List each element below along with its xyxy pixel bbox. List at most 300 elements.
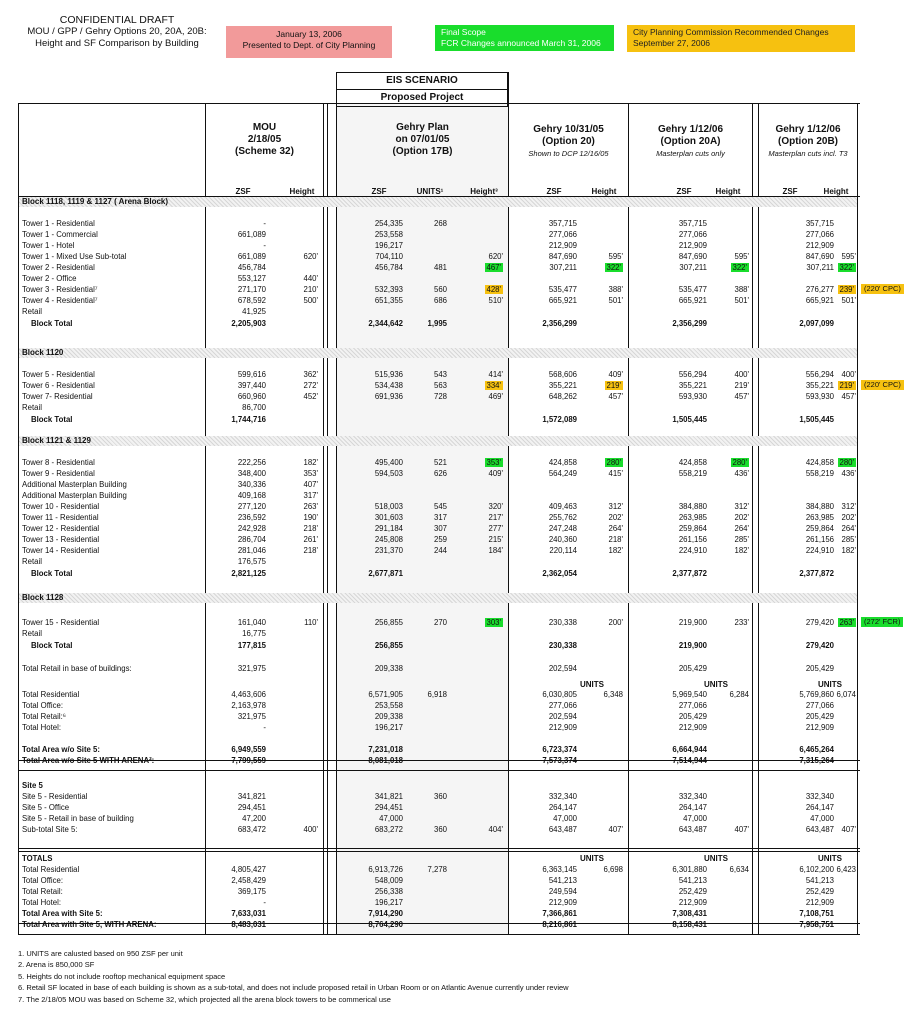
row-label: Block Total — [31, 641, 73, 650]
cell-o20b: 643,487 — [805, 825, 834, 834]
row-label: Site 5 - Office — [22, 803, 70, 812]
cell-gu: 563 — [433, 381, 447, 390]
cell-o20b: 205,429 — [805, 712, 834, 721]
cell-o20b: 541,213 — [805, 876, 834, 885]
row-label: Total Office: — [22, 701, 64, 710]
cell-mou: 2,821,125 — [231, 569, 266, 578]
cell-gh: 469' — [488, 392, 503, 401]
cell-o20a: 556,294 — [678, 370, 707, 379]
cell-o20a: 205,429 — [678, 712, 707, 721]
cell-o20: 409,463 — [548, 502, 577, 511]
table-row — [0, 306, 916, 317]
col-line: (Option 20B) — [778, 136, 838, 147]
table-row — [0, 479, 916, 490]
cell-gu: 270 — [433, 618, 447, 627]
cell-o20: 220,114 — [549, 546, 577, 555]
cell-mou_h: 218' — [303, 546, 318, 555]
cell-o20b: 264,147 — [805, 803, 834, 812]
cell-mou: 341,821 — [237, 792, 266, 801]
cell-o20: 7,573,374 — [542, 756, 577, 765]
eis-scenario-header — [336, 72, 508, 107]
cell-o20bh: 182' — [841, 546, 856, 555]
cell-mou: 678,592 — [237, 296, 266, 305]
section-shade — [19, 593, 857, 603]
cell-gu: 317 — [433, 513, 447, 522]
table-row — [0, 908, 916, 919]
cell-mou: 661,089 — [237, 252, 266, 261]
cell-o20b: 263,985 — [805, 513, 834, 522]
annotation-note: (272' FCR) — [861, 617, 903, 627]
cell-g: 2,677,871 — [368, 569, 403, 578]
cell-gu: 268 — [433, 219, 447, 228]
cell-o20h: 501' — [608, 296, 623, 305]
cell-o20h: 182' — [608, 546, 623, 555]
subhead-zsf: ZSF — [371, 187, 387, 196]
section-label: Block 1120 — [22, 348, 64, 357]
cell-o20ah: 6,634 — [729, 865, 749, 874]
units-header: UNITS — [580, 680, 604, 689]
cell-o20: 648,262 — [548, 392, 577, 401]
subhead-height: Height — [289, 187, 315, 196]
row-label: Total Area with Site 5: — [22, 909, 103, 918]
cell-mou: 7,633,031 — [231, 909, 266, 918]
cell-o20a: 224,910 — [678, 546, 707, 555]
cell-o20a: 47,000 — [683, 814, 707, 823]
cell-o20b: 556,294 — [805, 370, 834, 379]
subhead-zsf: ZSF — [782, 187, 798, 196]
cell-gu: 686 — [433, 296, 447, 305]
cell-o20h: 595' — [608, 252, 623, 261]
table-row — [0, 218, 916, 229]
cell-o20a: 5,969,540 — [672, 690, 707, 699]
section-label: Block 1121 & 1129 — [22, 436, 91, 445]
cell-mou: 294,451 — [237, 803, 266, 812]
table-row — [0, 468, 916, 479]
legend-text: FCR Changes announced March 31, 2006 — [441, 38, 601, 48]
table-row — [0, 391, 916, 402]
cell-o20h: 415' — [608, 469, 623, 478]
cell-g: 6,913,726 — [368, 865, 403, 874]
cell-o20: 6,723,374 — [542, 745, 577, 754]
table-row — [0, 556, 916, 567]
cell-o20b: 7,958,751 — [799, 920, 834, 929]
cell-gh: 428' — [486, 285, 501, 294]
section-shade — [19, 436, 857, 446]
cell-o20a: 212,909 — [678, 898, 707, 907]
row-label: Total Area w/o Site 5 WITH ARENA²: — [22, 756, 155, 765]
cell-o20: 568,606 — [548, 370, 577, 379]
cell-o20: 247,248 — [548, 524, 577, 533]
cell-mou: 2,205,903 — [231, 319, 266, 328]
cell-o20h: 322' — [606, 263, 621, 272]
row-label: Retail — [22, 403, 42, 412]
cell-mou: 397,440 — [237, 381, 266, 390]
footnote: 6. Retail SF located in base of each building is shown as a sub-total, and does not include proposed retail in Urban Room or on Atlantic Avenue currently under review — [18, 983, 569, 993]
cell-o20b: 307,211 — [806, 263, 834, 272]
legend-text: September 27, 2006 — [633, 38, 711, 48]
cell-mou_h: 263' — [303, 502, 318, 511]
cell-mou: 6,949,559 — [231, 745, 266, 754]
cell-o20b: 279,420 — [805, 641, 834, 650]
table-row — [0, 853, 916, 864]
cell-gh: 277' — [488, 524, 503, 533]
cell-g: 294,451 — [374, 803, 403, 812]
cell-mou: 41,925 — [242, 307, 266, 316]
column-header-option20a — [629, 124, 752, 160]
cell-o20b: 261,156 — [805, 535, 834, 544]
cell-mou: 661,089 — [237, 230, 266, 239]
cell-mou_h: 500' — [303, 296, 318, 305]
cell-mou_h: 317' — [303, 491, 318, 500]
row-label: Additional Masterplan Building — [22, 491, 127, 500]
cell-o20: 7,366,861 — [542, 909, 577, 918]
table-row — [0, 240, 916, 251]
cell-o20h: 202' — [608, 513, 623, 522]
eis-subtitle: Proposed Project — [336, 89, 508, 107]
subhead-height: Height — [823, 187, 849, 196]
cell-o20bh: 263' — [839, 618, 854, 627]
cell-g: 209,338 — [374, 664, 403, 673]
table-row — [0, 262, 916, 273]
cell-o20bh: 312' — [841, 502, 856, 511]
row-label: Tower 11 - Residential — [22, 513, 99, 522]
cell-g: 7,231,018 — [368, 745, 403, 754]
row-label: Total Retail in base of buildings: — [22, 664, 132, 673]
cell-mou_h: 210' — [303, 285, 318, 294]
cell-o20b: 355,221 — [805, 381, 834, 390]
cell-mou: - — [263, 219, 266, 228]
row-label: Site 5 - Residential — [22, 792, 88, 801]
cell-g: 704,110 — [375, 252, 403, 261]
cell-o20: 202,594 — [548, 712, 577, 721]
table-row — [0, 402, 916, 413]
section-label: Block 1118, 1119 & 1127 ( Arena Block) — [22, 197, 169, 206]
cell-o20b: 1,505,445 — [799, 415, 834, 424]
table-row — [0, 813, 916, 824]
table-row — [0, 490, 916, 501]
cell-o20bh: 501' — [841, 296, 856, 305]
cell-o20: 357,715 — [548, 219, 577, 228]
col-line: Gehry Plan — [396, 122, 449, 133]
cell-o20b: 212,909 — [805, 723, 834, 732]
cell-mou: 47,200 — [242, 814, 266, 823]
cell-gh: 217' — [488, 513, 503, 522]
cell-o20bh: 322' — [839, 263, 854, 272]
cell-o20a: 424,858 — [678, 458, 707, 467]
table-row — [0, 512, 916, 523]
table-row — [0, 663, 916, 674]
row-label: Total Residential — [22, 865, 80, 874]
cell-o20bh: 219' — [839, 381, 854, 390]
col-line: Gehry 1/12/06 — [775, 124, 841, 135]
cell-o20a: 2,356,299 — [672, 319, 707, 328]
cell-o20a: 384,880 — [678, 502, 707, 511]
cell-o20b: 424,858 — [805, 458, 834, 467]
cell-o20a: 643,487 — [678, 825, 707, 834]
footnote: 5. Heights do not include rooftop mechanical equipment space — [18, 971, 226, 981]
table-row — [0, 824, 916, 835]
cell-g: 47,000 — [379, 814, 403, 823]
cell-o20b: 6,102,200 — [799, 865, 834, 874]
cell-o20ah: 407' — [734, 825, 749, 834]
cell-gh: 467' — [486, 263, 501, 272]
cell-g: 196,217 — [374, 723, 403, 732]
row-label: Tower 1 - Residential — [22, 219, 95, 228]
cell-o20: 277,066 — [548, 230, 577, 239]
row-label: Tower 13 - Residential — [22, 535, 100, 544]
cell-gu: 6,918 — [427, 690, 447, 699]
cell-mou: 321,975 — [237, 712, 266, 721]
cell-g: 253,558 — [374, 701, 403, 710]
row-label: Site 5 - Retail in base of building — [22, 814, 134, 823]
cell-gh: 215' — [488, 535, 503, 544]
legend-text: Final Scope — [441, 27, 486, 37]
cell-g: 341,821 — [374, 792, 403, 801]
cell-o20: 249,594 — [548, 887, 577, 896]
cell-o20b: 384,880 — [805, 502, 834, 511]
row-label: Tower 2 - Office — [22, 274, 77, 283]
table-row — [0, 457, 916, 468]
table-row — [0, 755, 916, 766]
cell-o20bh: 6,074 — [836, 690, 856, 699]
table-row — [0, 295, 916, 306]
cell-g: 691,936 — [374, 392, 403, 401]
row-label: Block Total — [31, 415, 73, 424]
cell-o20b: 212,909 — [805, 241, 834, 250]
cell-mou: 177,815 — [237, 641, 266, 650]
cell-o20bh: 280' — [839, 458, 854, 467]
cell-o20: 264,147 — [548, 803, 577, 812]
cell-o20b: 6,465,264 — [799, 745, 834, 754]
col-line: 2/18/05 — [247, 134, 282, 145]
cell-mou_h: 353' — [303, 469, 318, 478]
cell-g: 594,503 — [374, 469, 403, 478]
cell-g: 301,603 — [374, 513, 403, 522]
cell-o20a: 665,921 — [678, 296, 707, 305]
cell-o20ah: 182' — [734, 546, 749, 555]
cell-o20ah: 400' — [734, 370, 749, 379]
cell-o20a: 558,219 — [678, 469, 707, 478]
eis-title: EIS SCENARIO — [336, 72, 508, 89]
cell-mou: 660,960 — [237, 392, 266, 401]
table-row — [0, 617, 916, 628]
cell-o20h: 6,698 — [603, 865, 623, 874]
cell-o20bh: 400' — [841, 370, 856, 379]
cell-o20a: 332,340 — [678, 792, 707, 801]
rule — [18, 848, 860, 849]
cell-o20b: 47,000 — [810, 814, 834, 823]
table-row — [0, 689, 916, 700]
table-row — [0, 369, 916, 380]
col-line: (Option 17B) — [392, 146, 453, 157]
legend-text: January 13, 2006 — [276, 29, 342, 39]
cell-o20b: 2,377,872 — [799, 569, 834, 578]
cell-o20a: 212,909 — [678, 241, 707, 250]
cell-o20: 240,360 — [548, 535, 577, 544]
cell-o20: 212,909 — [548, 241, 577, 250]
footnote: 2. Arena is 850,000 SF — [18, 960, 95, 970]
cell-o20b: 593,930 — [805, 392, 834, 401]
cell-gu: 7,278 — [427, 865, 447, 874]
col-sub: Masterplan cuts incl. T3 — [768, 149, 848, 158]
cell-mou_h: 261' — [303, 535, 318, 544]
cell-o20b: 205,429 — [805, 664, 834, 673]
cell-o20: 202,594 — [548, 664, 577, 673]
cell-g: 6,571,905 — [368, 690, 403, 699]
cell-mou: 1,744,716 — [231, 415, 266, 424]
cell-o20ah: 436' — [734, 469, 749, 478]
cell-o20bh: 239' — [839, 285, 854, 294]
cell-o20b: 212,909 — [805, 898, 834, 907]
cell-o20b: 2,097,099 — [799, 319, 834, 328]
cell-o20a: 219,900 — [678, 641, 707, 650]
row-label: Tower 5 - Residential — [22, 370, 95, 379]
cell-g: 651,355 — [374, 296, 403, 305]
cell-g: 683,272 — [374, 825, 403, 834]
cell-g: 254,335 — [374, 219, 403, 228]
row-label: Retail — [22, 557, 42, 566]
cell-o20h: 6,348 — [603, 690, 623, 699]
cell-gu: 545 — [433, 502, 447, 511]
cell-o20bh: 595' — [841, 252, 856, 261]
cell-g: 456,784 — [374, 263, 403, 272]
cell-gh: 404' — [488, 825, 503, 834]
cell-o20ah: 202' — [734, 513, 749, 522]
units-header: UNITS — [580, 854, 604, 863]
cell-g: 209,338 — [374, 712, 403, 721]
cell-o20h: 388' — [608, 285, 623, 294]
cell-o20a: 259,864 — [678, 524, 707, 533]
row-label: Total Retail: — [22, 887, 63, 896]
row-label: Tower 1 - Hotel — [22, 241, 75, 250]
subhead-height: Height — [591, 187, 617, 196]
cell-o20a: 264,147 — [678, 803, 707, 812]
cell-mou_h: 182' — [303, 458, 318, 467]
cell-mou: - — [263, 898, 266, 907]
cell-mou: 321,975 — [237, 664, 266, 673]
cell-gu: 360 — [433, 825, 447, 834]
cell-o20a: 261,156 — [678, 535, 707, 544]
table-row — [0, 568, 916, 579]
cell-o20b: 5,769,860 — [799, 690, 834, 699]
units-header: UNITS — [704, 854, 728, 863]
row-label: Tower 6 - Residential — [22, 381, 95, 390]
cell-g: 256,338 — [374, 887, 403, 896]
rule — [18, 934, 860, 935]
cell-o20: 2,356,299 — [542, 319, 577, 328]
cell-o20ah: 6,284 — [729, 690, 749, 699]
cell-o20h: 457' — [608, 392, 623, 401]
cell-gu: 481 — [433, 263, 447, 272]
rule — [18, 770, 860, 771]
col-line: Gehry 10/31/05 — [533, 124, 604, 135]
annotation-note: (220' CPC) — [861, 284, 904, 294]
row-label: Tower 7- Residential — [22, 392, 93, 401]
cell-o20ah: 264' — [734, 524, 749, 533]
cell-mou_h: 452' — [303, 392, 318, 401]
cell-o20bh: 436' — [841, 469, 856, 478]
cell-g: 548,009 — [374, 876, 403, 885]
cell-mou: 2,458,429 — [231, 876, 266, 885]
cell-o20b: 558,219 — [805, 469, 834, 478]
row-label: Tower 14 - Residential — [22, 546, 100, 555]
cell-mou: 277,120 — [237, 502, 266, 511]
table-row — [0, 897, 916, 908]
row-label: Sub-total Site 5: — [22, 825, 78, 834]
cell-o20bh: 457' — [841, 392, 856, 401]
table-row — [0, 523, 916, 534]
cell-o20b: 279,420 — [805, 618, 834, 627]
col-line: (Option 20A) — [660, 136, 721, 147]
cell-g: 7,914,290 — [368, 909, 403, 918]
cell-o20bh: 264' — [841, 524, 856, 533]
table-row — [0, 318, 916, 329]
cell-o20a: 8,158,431 — [672, 920, 707, 929]
cell-mou: 369,175 — [237, 887, 266, 896]
table-row — [0, 791, 916, 802]
cell-o20b: 276,277 — [805, 285, 834, 294]
cell-o20a: 6,664,944 — [672, 745, 707, 754]
cell-o20b: 847,690 — [805, 252, 834, 261]
cell-o20: 230,338 — [548, 618, 577, 627]
cell-o20ah: 312' — [734, 502, 749, 511]
subhead-zsf: ZSF — [546, 187, 562, 196]
table-row — [0, 886, 916, 897]
cell-mou: - — [263, 723, 266, 732]
cell-gu: 307 — [433, 524, 447, 533]
cell-mou: 242,928 — [237, 524, 266, 533]
row-label: Block Total — [31, 569, 73, 578]
cell-mou_h: 190' — [303, 513, 318, 522]
col-sub: Masterplan cuts only — [656, 149, 725, 158]
row-label: Total Hotel: — [22, 898, 62, 907]
cell-gu: 626 — [433, 469, 447, 478]
cell-o20a: 205,429 — [678, 664, 707, 673]
row-label: Tower 8 - Residential — [22, 458, 95, 467]
cell-gu: 543 — [433, 370, 447, 379]
table-row — [0, 802, 916, 813]
row-label: Tower 1 - Mixed Use Sub-total — [22, 252, 127, 261]
row-label: Retail — [22, 307, 42, 316]
subhead-zsf: ZSF — [676, 187, 692, 196]
cell-o20: 212,909 — [548, 898, 577, 907]
cell-g: 196,217 — [374, 898, 403, 907]
cell-o20a: 263,985 — [678, 513, 707, 522]
cell-mou_h: 620' — [303, 252, 318, 261]
cell-o20ah: 280' — [732, 458, 747, 467]
column-header-option20b — [759, 124, 857, 160]
column-header-mou — [206, 122, 323, 158]
cell-mou_h: 218' — [303, 524, 318, 533]
cell-mou: 683,472 — [237, 825, 266, 834]
row-label: Tower 4 - Residential⁷ — [22, 296, 98, 305]
footnote: 1. UNITS are calusted based on 950 ZSF per unit — [18, 949, 183, 958]
row-label: Additional Masterplan Building — [22, 480, 127, 489]
cell-g: 534,438 — [374, 381, 403, 390]
cell-mou: 161,040 — [237, 618, 266, 627]
cell-o20: 255,762 — [548, 513, 577, 522]
annotation-note: (220' CPC) — [861, 380, 904, 390]
row-label: Block Total — [31, 319, 73, 328]
title-line: MOU / GPP / Gehry Options 20, 20A, 20B: — [27, 26, 207, 37]
cell-mou: 599,616 — [237, 370, 266, 379]
cell-o20b: 277,066 — [805, 701, 834, 710]
legend-text: City Planning Commission Recommended Changes — [633, 27, 829, 37]
cell-g: 532,393 — [374, 285, 403, 294]
table-row — [0, 700, 916, 711]
col-line: (Option 20) — [542, 136, 595, 147]
cell-g: 291,184 — [374, 524, 403, 533]
